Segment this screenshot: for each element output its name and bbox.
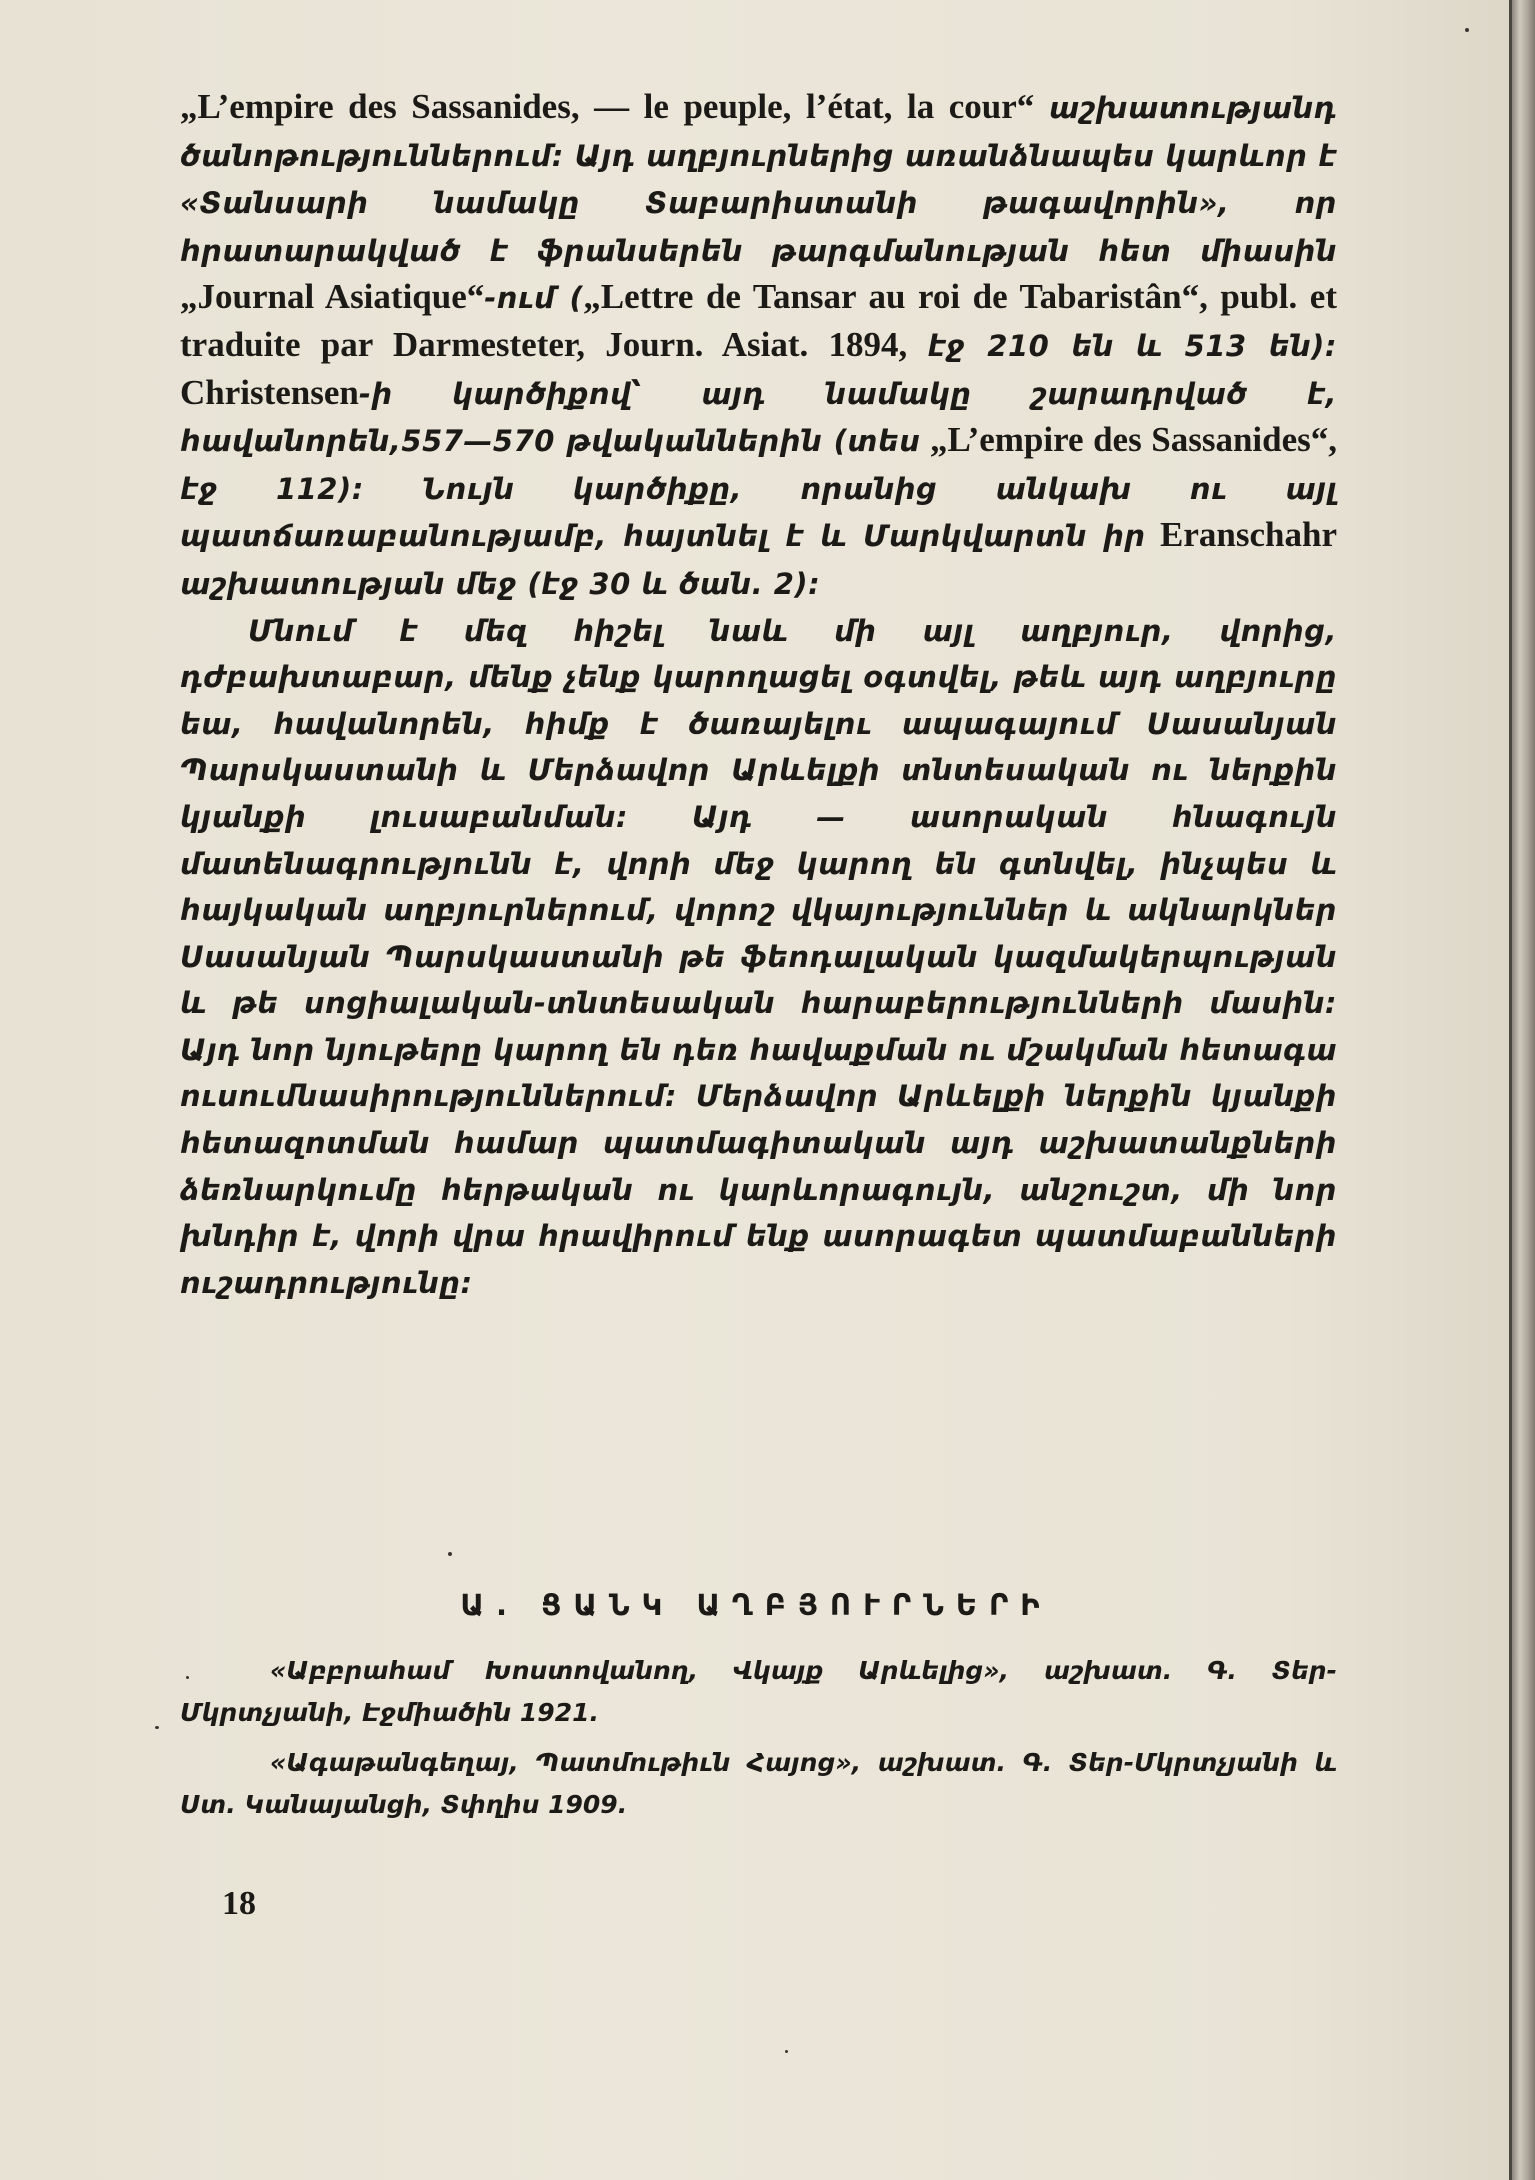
armenian-text: -ի կարծիքով՝ այդ նամակը շարադրված է, հավանորեն,557—570 թվականներին (տես — [180, 376, 1337, 459]
reference-item: «Աբբրահամ Խոստովանող, Վկայք Արևելից», աշխատ. Գ. Տեր-Մկրտչյանի, Էջմիածին 1921. — [180, 1656, 1337, 1727]
paragraph-1 — [180, 84, 1337, 608]
armenian-text: աշխատության մեջ (էջ 30 և ծան. 2)։ — [180, 566, 821, 601]
journal-title: „Journal Asiatique“ — [180, 277, 485, 317]
french-title: „L’empire des Sassanides, — le peuple, l’état, la cour“ — [180, 87, 1035, 126]
paper-speck — [1465, 28, 1469, 32]
page-number: 18 — [222, 1885, 256, 1922]
author-name: Christensen — [180, 372, 359, 412]
paragraph-2: Մնում է մեզ հիշել նաև մի այլ աղբյուր, վորից, դժբախտաբար, մենք չենք կարողացել օգտվել, թեև այդ աղբյուրը եա, հավանորեն, հիմք է ծառայելու ապագայում Սասանյան Պարսկաստանի և Մերձավոր Արևելքի տնտեսական ու ներքին կյանքի լուսաբանման։ Այդ — ասորական հնագույն մատենագրությունն է, վորի մեջ կարող են գտնվել, ինչպես և հայկական աղբյուրներում, վորոշ վկայություններ և ակնարկներ Սասանյան Պարսկաստանի թե ֆեոդալական կազմակերպության և թե սոցիալական-տնտեսական հարաբերությունների մասին։ Այդ նոր նյութերը կարող են դեռ հավաքման ու մշակման հետագա ուսումնասիրություններում։ Մերձավոր Արևելքի ներքին կյանքի հետազոտման համար պատմագիտական այդ աշխատանքների ձեռնարկումը հերթական ու կարևորագույն, անշուշտ, մի նոր խնդիր է, վորի վրա հրավիրում ենք ասորագետ պատմաբանների ուշադրությունը։ — [180, 613, 1337, 1300]
paper-speck — [785, 2050, 788, 2053]
body-text — [180, 84, 1337, 1306]
german-title: Eranschahr — [1160, 515, 1337, 555]
reference-list — [180, 1650, 1337, 1834]
paper-speck — [186, 1676, 189, 1679]
reference-item: «Ագաթանգեղայ, Պատմութիւն Հայոց», աշխատ. Գ. Տեր-Մկրտչյանի և Ստ. Կանայանցի, Տփղիս 1909. — [180, 1748, 1337, 1819]
paper-speck — [155, 1726, 159, 1729]
armenian-text: -ում ( — [484, 281, 584, 316]
french-title: „L’empire des Sassanides“, — [929, 420, 1338, 460]
book-binding-edge — [1512, 0, 1535, 2180]
armenian-page-ref: էջ 210 են և 513 են)։ — [927, 328, 1337, 363]
french-citation: „Lettre de Tansar au roi de Tabaristân“, publ. et traduite par Darmesteter, Journ. Asiat. 1894, — [180, 277, 1338, 364]
paper-speck — [448, 1552, 452, 1556]
armenian-text: էջ 112)։ Նույն կարծիքը, որանից անկախ ու այլ պատճառաբանությամբ, հայտնել է և Մարկվարտն իր — [180, 471, 1337, 554]
armenian-text: աշխատությանդ ծանոթություններում։ Այդ աղբյուրներից առանձնապես կարևոր է «Տանսարի նամակը Տաբարիստանի թագավորին», որ հրատարակված է ֆրանսերեն թարգմանության հետ միասին — [180, 91, 1337, 268]
section-heading: Ա. ՑԱՆԿ ԱՂԲՅՈՒՐՆԵՐԻ — [460, 1588, 1052, 1622]
